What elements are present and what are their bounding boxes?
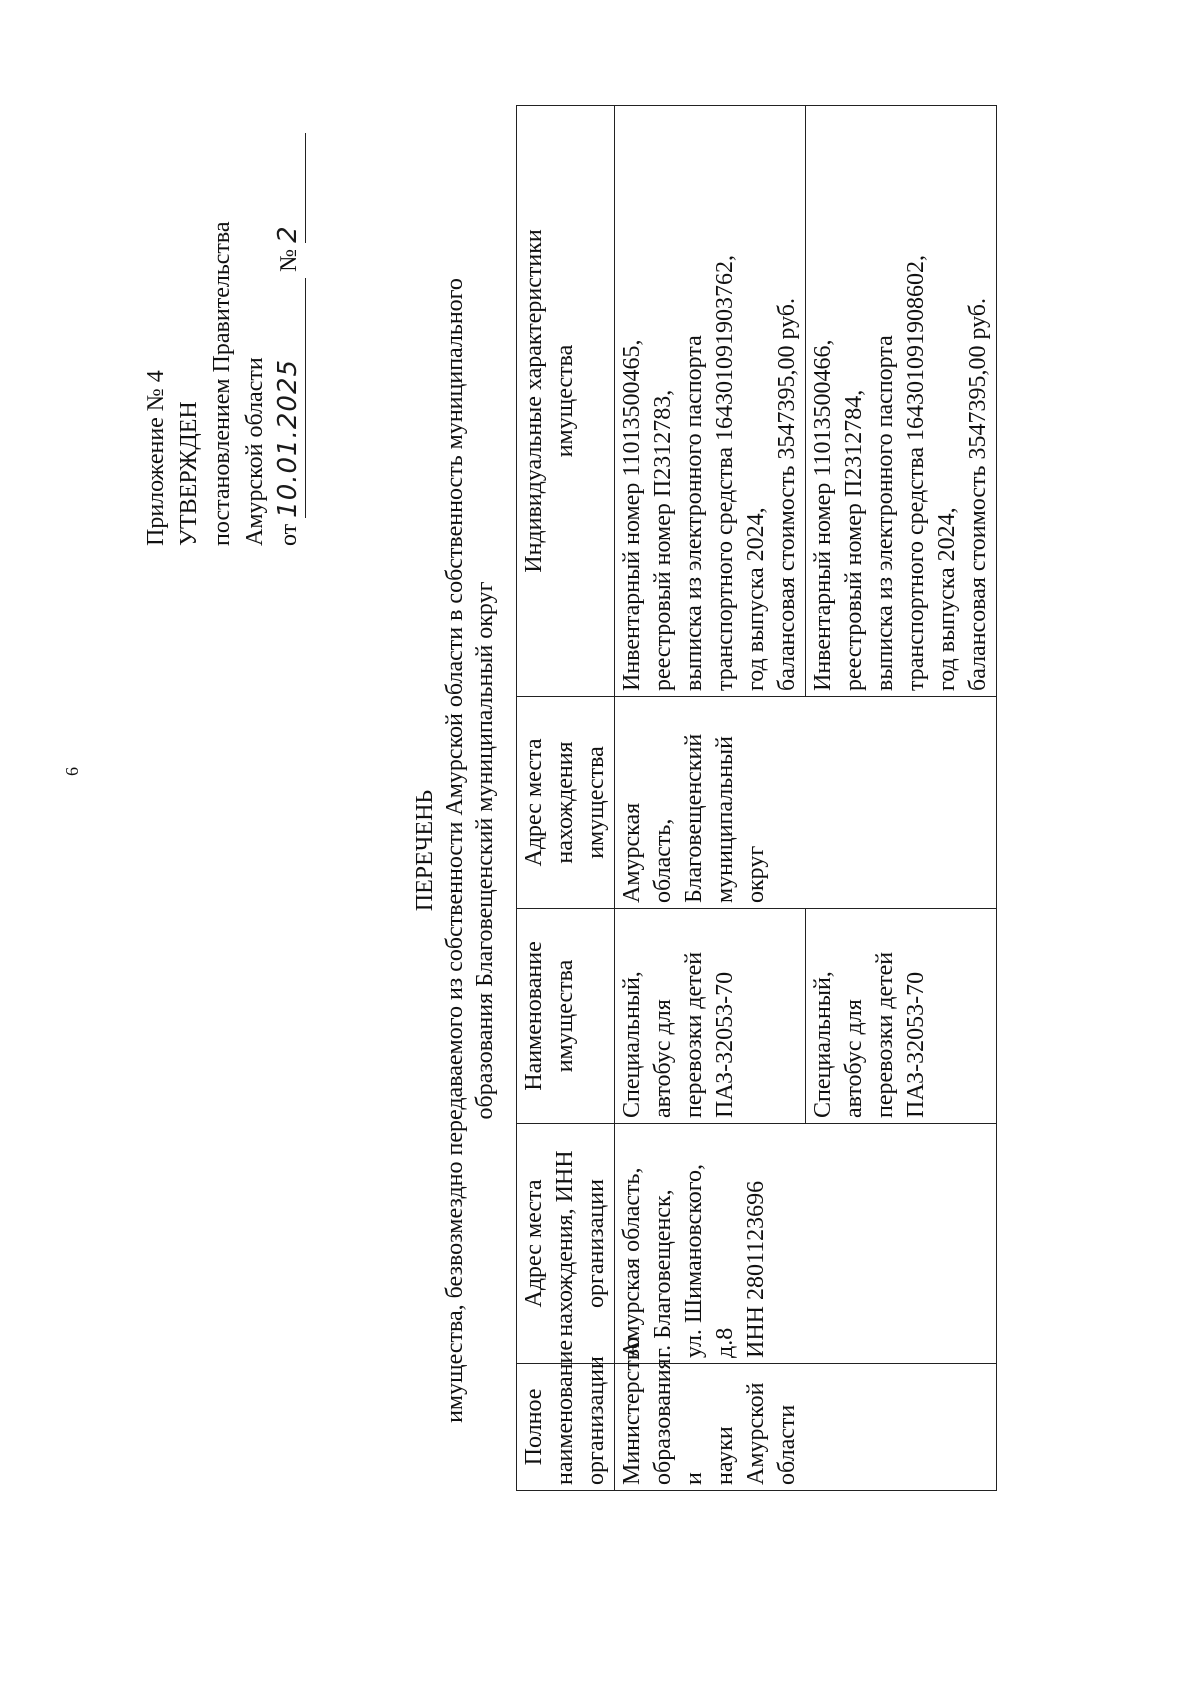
header-property-name: Наименование имущества (517, 909, 615, 1124)
approval-line-resolution: постановлением Правительства (209, 221, 235, 546)
approval-line-appendix: Приложение № 4 (143, 370, 169, 546)
cell-property-name: Специальный, автобус для перевозки детей ПАЗ-32053-70 (806, 909, 997, 1124)
number-label: № (276, 248, 302, 272)
table-header-row (517, 106, 615, 1491)
cell-property-name: Специальный, автобус для перевозки детей ПАЗ-32053-70 (615, 909, 806, 1124)
cell-org-address: Амурская область, г. Благовещенск, ул. Шимановского, д.8 ИНН 2801123696 (615, 1124, 997, 1364)
page-number: 6 (62, 767, 82, 776)
property-table (516, 105, 997, 1491)
header-org-name: Полное наименование организации (517, 1364, 615, 1491)
approval-line-region: Амурской области (242, 357, 268, 546)
cell-org-name: Министерство образования и науки Амурской области (615, 1364, 997, 1491)
approval-date-line (272, 86, 306, 546)
handwritten-date: 10.01.2025 (272, 278, 306, 518)
approval-line-approved: УТВЕРЖДЕН (176, 401, 202, 546)
title-line-1: имущества, безвозмездно передаваемого из собственности Амурской области в собственность муниципального (442, 278, 468, 1423)
cell-property-address: Амурская область, Благовещенский муниципальный округ (615, 697, 997, 909)
header-property-address: Адрес места нахождения имущества (517, 697, 615, 909)
header-characteristics: Индивидуальные характеристики имущества (517, 106, 615, 697)
document-title (410, 0, 500, 1701)
handwritten-number: 2 (272, 133, 306, 243)
title-heading: ПЕРЕЧЕНЬ (412, 789, 438, 912)
header-org-address: Адрес места нахождения, ИНН организации (517, 1124, 615, 1364)
approval-block (140, 86, 306, 546)
title-line-2: образования Благовещенский муниципальный округ (472, 581, 498, 1120)
cell-characteristics: Инвентарный номер 11013500465, реестровый номер П2312783, выписка из электронного паспорта транспортного средства 164301091903762, год выпуска 2024, балансовая стоимость 3547395,00 руб. (615, 106, 806, 697)
from-label: от (276, 523, 302, 546)
cell-characteristics: Инвентарный номер 11013500466, реестровый номер П2312784, выписка из электронного паспорта транспортного средства 164301091908602, год выпуска 2024, балансовая стоимость 3547395,00 руб. (806, 106, 997, 697)
table-row (615, 106, 806, 1491)
